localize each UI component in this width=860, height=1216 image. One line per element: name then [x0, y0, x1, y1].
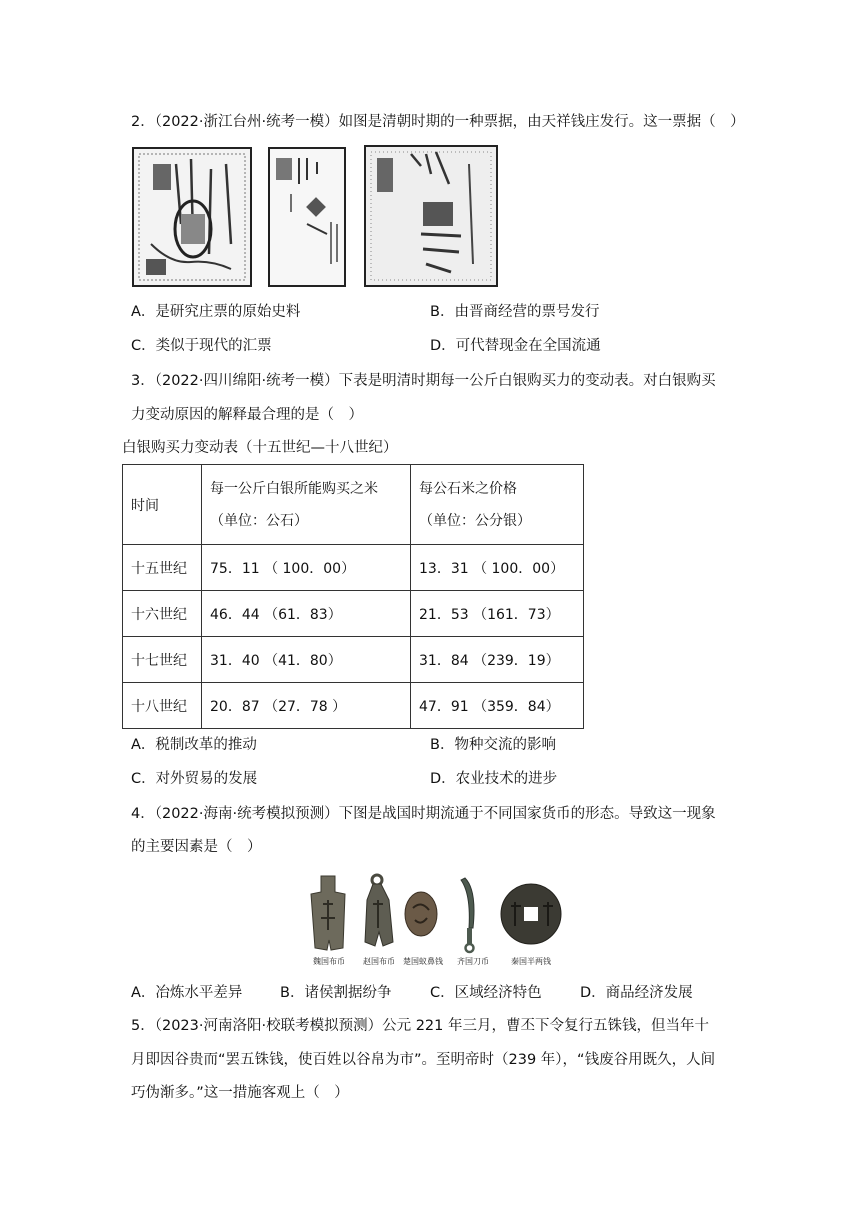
table-cell-rice: 46．44 （61．83）	[202, 591, 411, 637]
q2-option-b[interactable]: B．由晋商经营的票号发行	[430, 304, 600, 320]
q5-stem-line3: 巧伪渐多。”这一措施客观上（ ）	[131, 1085, 349, 1101]
table-header-rice: 每一公斤白银所能购买之米 （单位：公石）	[202, 465, 411, 545]
table-row	[123, 545, 584, 591]
banknote-image-1	[133, 148, 251, 286]
wei-spade-coin-image	[311, 876, 345, 950]
q5-stem-line1: 5．（2023·河南洛阳·校联考模拟预测）公元 221 年三月，曹丕下令复行五铢钱，但当年十	[131, 1018, 709, 1034]
table-cell-time: 十六世纪	[123, 591, 202, 637]
q3-option-c[interactable]: C．对外贸易的发展	[131, 771, 258, 787]
q2-option-d[interactable]: D．可代替现金在全国流通	[430, 338, 601, 354]
q3-stem-line1: 3．（2022·四川绵阳·统考一模）下表是明清时期每一公斤白银购买力的变动表。对白银购买	[131, 373, 716, 389]
coin-caption-wei: 魏国布币	[313, 957, 345, 966]
table-cell-price: 31．84 （239．19）	[411, 637, 584, 683]
q4-option-a[interactable]: A．冶炼水平差异	[131, 985, 243, 1001]
table-cell-time: 十五世纪	[123, 545, 202, 591]
q3-option-a[interactable]: A．税制改革的推动	[131, 737, 257, 753]
qi-knife-coin-image	[461, 878, 474, 952]
q2-banknote-figure	[131, 144, 501, 293]
table-cell-rice: 31．40 （41．80）	[202, 637, 411, 683]
banknote-image-2	[269, 148, 345, 286]
table-header-time: 时间	[123, 465, 202, 545]
q3-table-title: 白银购买力变动表（十五世纪—十八世纪）	[122, 440, 398, 456]
q3-option-b[interactable]: B．物种交流的影响	[430, 737, 556, 753]
q2-option-a[interactable]: A．是研究庄票的原始史料	[131, 304, 301, 320]
table-cell-time: 十七世纪	[123, 637, 202, 683]
qin-banliang-coin-image	[501, 884, 561, 944]
table-cell-time: 十八世纪	[123, 683, 202, 729]
coin-caption-qi: 齐国刀币	[457, 957, 489, 966]
table-cell-rice: 20．87 （27．78 ）	[202, 683, 411, 729]
zhao-spade-coin-image	[365, 875, 393, 946]
q2-stem: 2．（2022·浙江台州·统考一模）如图是清朝时期的一种票据，由天祥钱庄发行。这一票据（ ）	[131, 114, 745, 130]
chu-ant-nose-coin-image	[405, 892, 437, 936]
q3-option-d[interactable]: D．农业技术的进步	[430, 771, 558, 787]
coin-caption-chu: 楚国蚁鼻钱	[403, 957, 443, 966]
coin-caption-zhao: 赵国布币	[363, 957, 395, 966]
q3-stem-line2: 力变动原因的解释最合理的是（ ）	[131, 407, 363, 423]
q4-option-d[interactable]: D．商品经济发展	[580, 985, 693, 1001]
table-header-price: 每公石米之价格 （单位：公分银）	[411, 465, 584, 545]
q5-stem-line2: 月即因谷贵而“罢五铢钱，使百姓以谷帛为市”。至明帝时（239 年），“钱废谷用既久，人间	[131, 1052, 716, 1068]
table-cell-price: 47．91 （359．84）	[411, 683, 584, 729]
q4-coins-figure	[293, 870, 573, 974]
coin-caption-qin: 秦国半两钱	[511, 957, 551, 966]
table-cell-price: 13．31 （ 100．00）	[411, 545, 584, 591]
q2-option-c[interactable]: C．类似于现代的汇票	[131, 338, 272, 354]
table-row	[123, 637, 584, 683]
table-cell-price: 21．53 （161．73）	[411, 591, 584, 637]
q4-stem-line1: 4．（2022·海南·统考模拟预测）下图是战国时期流通于不同国家货币的形态。导致这一现象	[131, 806, 716, 822]
table-row	[123, 683, 584, 729]
q4-stem-line2: 的主要因素是（ ）	[131, 839, 262, 855]
banknote-image-3	[365, 146, 497, 286]
q4-option-c[interactable]: C．区域经济特色	[430, 985, 542, 1001]
table-row	[123, 591, 584, 637]
silver-purchasing-power-table	[122, 464, 584, 729]
table-header-row	[123, 465, 584, 545]
table-cell-rice: 75．11 （ 100．00）	[202, 545, 411, 591]
q4-option-b[interactable]: B．诸侯割据纷争	[280, 985, 392, 1001]
